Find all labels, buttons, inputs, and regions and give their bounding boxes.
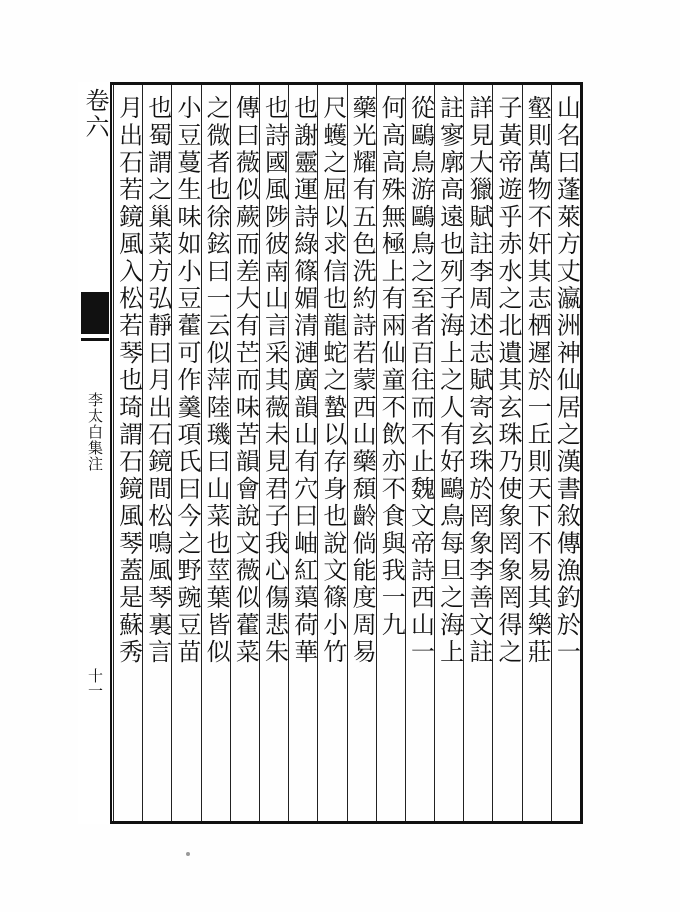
column-text: 註寥廓高遠也列子海上之人有好鷗鳥每旦之海上 [435, 95, 464, 667]
fishtail-rule [81, 338, 109, 341]
column-text: 也蜀謂之巢菜方弘靜曰月出石鏡間松鳴風琴裏言 [143, 95, 172, 667]
text-column [201, 85, 230, 821]
text-column [142, 85, 171, 821]
column-text: 小豆蔓生味如小豆藿可作羹項氏曰今之野豌豆苗 [172, 95, 201, 667]
text-column [405, 85, 434, 821]
text-column [113, 85, 142, 821]
column-text: 也詩國風陟彼南山言采其薇未見君子我心傷悲朱 [260, 95, 289, 667]
column-text: 山名曰蓬萊方丈瀛洲神仙居之漢書敘傳漁釣於一 [552, 95, 581, 667]
text-column [259, 85, 288, 821]
margin-book-title: 李太白集注 [86, 392, 104, 472]
column-text: 之微者也徐鉉曰一云似萍陸璣曰山菜也莖葉皆似 [202, 95, 231, 667]
text-column [434, 85, 463, 821]
column-text: 藥光耀有五色洗約詩若蒙西山藥頹齡倘能度周易 [348, 95, 377, 667]
column-text: 何高高殊無極上有兩仙童不飲亦不食與我一九 [377, 95, 406, 639]
column-text: 月出石若鏡風入松若琴也琦謂石鏡風琴蓋是蘇秀 [114, 95, 143, 667]
ink-speck [186, 852, 190, 856]
text-column [317, 85, 346, 821]
text-column [376, 85, 405, 821]
column-text: 也謝靈運詩綠篠媚清漣廣韻山有穴曰岫紅蕖荷華 [289, 95, 318, 667]
column-text: 詳見大獵賦註李周述志賦寄玄珠於罔象李善文註 [464, 95, 493, 667]
text-column [463, 85, 492, 821]
text-column [288, 85, 317, 821]
text-column [171, 85, 200, 821]
text-column [347, 85, 376, 821]
margin-page-number: 十一 [86, 668, 104, 698]
column-text: 傳曰薇似蕨而差大有芒而味苦韻會說文薇似藿菜 [231, 95, 260, 667]
text-column [522, 85, 551, 821]
column-text: 從鷗鳥游鷗鳥之至者百往而不止魏文帝詩西山一 [406, 95, 435, 667]
column-text: 壑則萬物不奸其志栖遲於一丘則天下不易其樂莊 [523, 95, 552, 667]
text-column [492, 85, 521, 821]
column-text: 子黃帝遊乎赤水之北遺其玄珠乃使象罔象罔得之 [494, 95, 523, 667]
text-columns [113, 85, 580, 821]
text-column [551, 85, 580, 821]
text-column [230, 85, 259, 821]
column-text: 尺蠖之屈以求信也龍蛇之蟄以存身也說文篠小竹 [318, 95, 347, 667]
margin-chapter-label: 卷六 [81, 88, 109, 140]
fishtail-mark [81, 292, 109, 334]
